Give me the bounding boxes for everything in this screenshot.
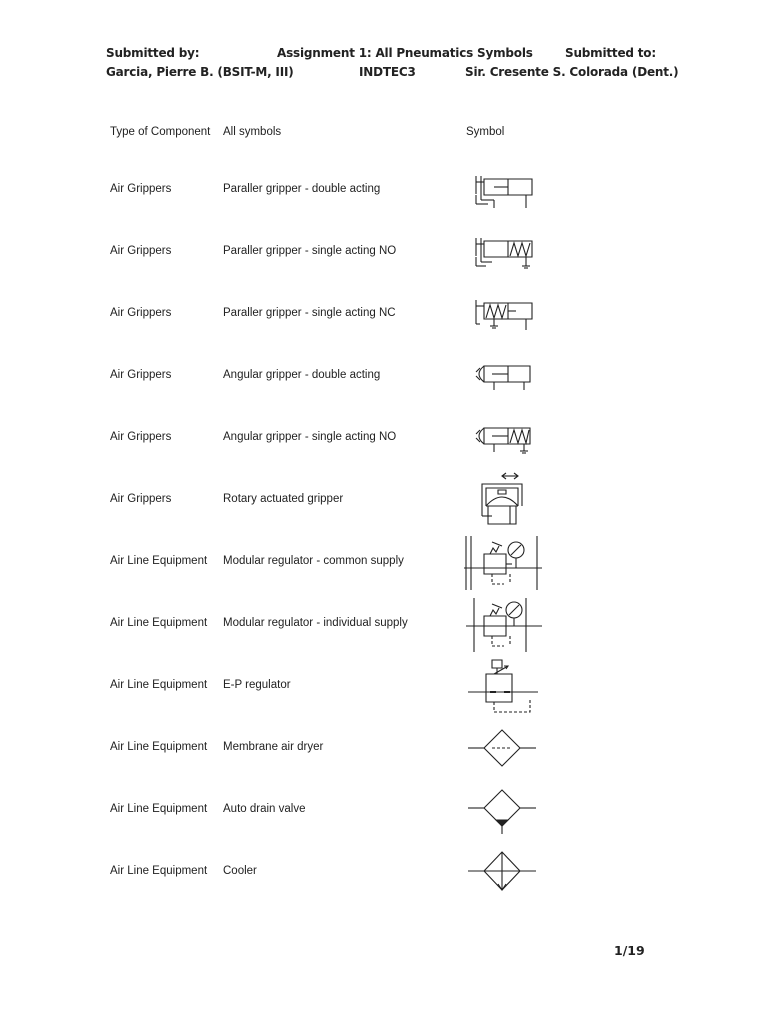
component-type: Air Line Equipment <box>110 741 208 753</box>
page-number: 1/19 <box>614 943 645 958</box>
assignment-title: Assignment 1: All Pneumatics Symbols <box>277 46 533 60</box>
component-type: Air Line Equipment <box>110 803 208 815</box>
symbol-name: Membrane air dryer <box>223 741 324 753</box>
component-type: Air Grippers <box>110 369 172 381</box>
symbol-name: E-P regulator <box>223 679 291 691</box>
symbol-name: Rotary actuated gripper <box>223 493 344 505</box>
symbol-name: Angular gripper - double acting <box>223 369 381 381</box>
symbol-name: Paraller gripper - double acting <box>223 183 381 195</box>
auto-drain-valve-icon <box>464 786 544 836</box>
modular-regulator-individual-supply-icon <box>464 596 544 654</box>
symbol-name: Modular regulator - common supply <box>223 555 404 567</box>
submitted-by-label: Submitted by: <box>106 46 200 60</box>
component-type: Air Line Equipment <box>110 617 208 629</box>
component-type: Air Grippers <box>110 245 172 257</box>
symbol-name: Auto drain valve <box>223 803 306 815</box>
column-header-all-symbols: All symbols <box>223 126 282 138</box>
symbol-name: Cooler <box>223 865 257 877</box>
angular-gripper-double-acting-icon <box>464 358 544 398</box>
parallel-gripper-single-acting-nc-icon <box>464 296 544 336</box>
component-type: Air Grippers <box>110 431 172 443</box>
symbol-name: Paraller gripper - single acting NC <box>223 307 396 319</box>
parallel-gripper-double-acting-icon <box>464 172 544 212</box>
column-header-symbol: Symbol <box>466 126 505 138</box>
course-code: INDTEC3 <box>359 65 416 79</box>
component-type: Air Line Equipment <box>110 555 208 567</box>
rotary-actuated-gripper-icon <box>464 470 544 526</box>
cooler-icon <box>464 848 544 894</box>
submitted-to-label: Submitted to: <box>565 46 656 60</box>
symbol-name: Modular regulator - individual supply <box>223 617 408 629</box>
parallel-gripper-single-acting-no-icon <box>464 234 544 274</box>
component-type: Air Grippers <box>110 183 172 195</box>
symbol-name: Paraller gripper - single acting NO <box>223 245 397 257</box>
column-header-type: Type of Component <box>110 126 211 138</box>
component-type: Air Line Equipment <box>110 865 208 877</box>
symbol-name: Angular gripper - single acting NO <box>223 431 397 443</box>
component-type: Air Grippers <box>110 493 172 505</box>
modular-regulator-common-supply-icon <box>464 534 544 592</box>
component-type: Air Grippers <box>110 307 172 319</box>
component-type: Air Line Equipment <box>110 679 208 691</box>
membrane-air-dryer-icon <box>464 726 544 770</box>
angular-gripper-single-acting-no-icon <box>464 420 544 460</box>
submitted-by-name: Garcia, Pierre B. (BSIT-M, III) <box>106 65 294 79</box>
ep-regulator-icon <box>464 656 544 716</box>
submitted-to-name: Sir. Cresente S. Colorada (Dent.) <box>465 65 679 79</box>
